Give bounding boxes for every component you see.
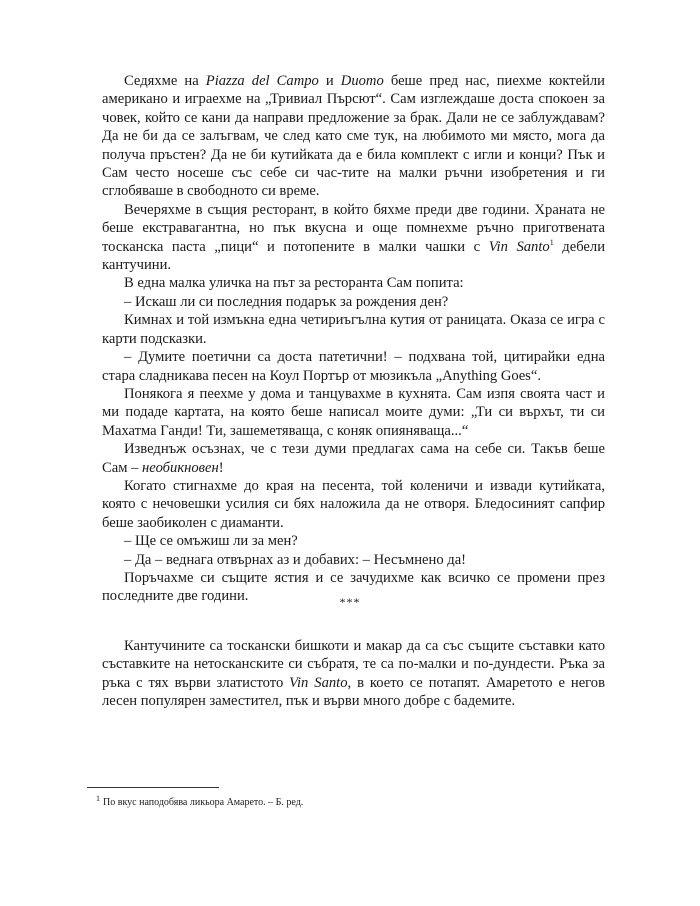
dialogue-line: – Да – веднага отвърнах аз и добавих: – Несъмнено да!	[124, 551, 467, 568]
footnote	[96, 793, 596, 809]
italic-text: Duomo	[340, 73, 384, 89]
text-run: Седяхме на	[124, 73, 206, 89]
main-text	[102, 72, 605, 606]
text-run: и	[318, 73, 341, 89]
text-run: , в което се потапят. Амаретото е негов лесен популярен заместител, пък и върви много добре с бадемите.	[102, 674, 605, 710]
text-run: Изведнъж осъзнах, че с тези думи предлагах сама на себе си. Такъв беше Сам –	[102, 441, 605, 476]
paragraph	[102, 201, 605, 275]
italic-text: Piazza del Campo	[205, 73, 319, 89]
text-run: беше пред нас, пиехме коктейли американо и играехме на „Тривиал Пърсют“. Сам изглеждаше доста спокоен за човек, който се кани да направи предложение за брак. Дали не се заблуждавам? Да не би да се залъгвам, че след като сме тук, на любимото ми място, мога да получа пръстен? Да не би кутийката да е била комплект с игли и конци? Пък и Сам често носеше със себе си час-тите на малки ръчни изобретения и ги сглобяваше в свободното си време.	[102, 73, 605, 200]
dialogue-line: – Ще се омъжиш ли за мен?	[124, 533, 298, 550]
paragraph	[102, 637, 605, 711]
italic-text: необикновен	[142, 459, 219, 476]
text-run: Кантучините са тоскански бишкоти и макар да са със същите съставки като съставките на нетосканските си събратя, те са по-малки и по-дундести. Ръка за ръка с тях върви златистото	[102, 638, 605, 691]
dialogue-line: – Искаш ли си последния подарък за рождения ден?	[124, 293, 449, 310]
paragraph	[102, 72, 605, 201]
footnote-reference[interactable]: 1	[549, 237, 554, 247]
dialogue-line: – Думите поетични са доста патетични! – подхвана той, цитирайки една стара сладникава песен на Коул Портър от мюзикъла „Anything Goes“.	[102, 349, 605, 384]
paragraph: Понякога я пеехме у дома и танцувахме в кухнята. Сам изпя своята част и ми подаде картата, на която беше написал моите думи: „Ти си върхът, ти си Махатма Ганди! Ти, зашеметяваща, с коняк опияняваща...“	[102, 385, 605, 439]
paragraph: Поръчахме си същите ястия и се зачудихме как всичко се промени през последните две години.	[102, 569, 605, 605]
paragraph	[102, 440, 605, 477]
italic-text: Vin Santo	[289, 674, 348, 691]
text-run: Вечеряхме в същия ресторант, в който бяхме преди две години. Храната не беше екстравагантна, но пък вкусна и още помнехме ръчно приготвената тосканска паста „пици“ и потопените в малки чашки с	[102, 201, 605, 255]
text-run: дебели кантучини.	[102, 238, 605, 274]
footnote-divider	[87, 787, 219, 788]
footnote-marker: 1	[96, 793, 100, 803]
paragraph: В една малка уличка на път за ресторанта Сам попита:	[124, 275, 464, 292]
italic-text: Vin Santo	[488, 238, 550, 255]
footnote-text: По вкус наподобява ликьора Амарето. – Б. ред.	[103, 797, 304, 808]
paragraph: Когато стигнахме до края на песента, той коленичи и извади кутийката, която с нечовешки усилия си бях наложила да не отворя. Бледосиният сапфир беше заобиколен с диаманти.	[102, 477, 605, 531]
paragraph: Кимнах и той измъкна една четириъгълна кутия от раницата. Оказа се игра с карти подсказки.	[102, 312, 605, 347]
text-run: !	[218, 459, 224, 476]
epilogue-text	[102, 637, 605, 711]
section-separator: ***	[339, 595, 361, 609]
